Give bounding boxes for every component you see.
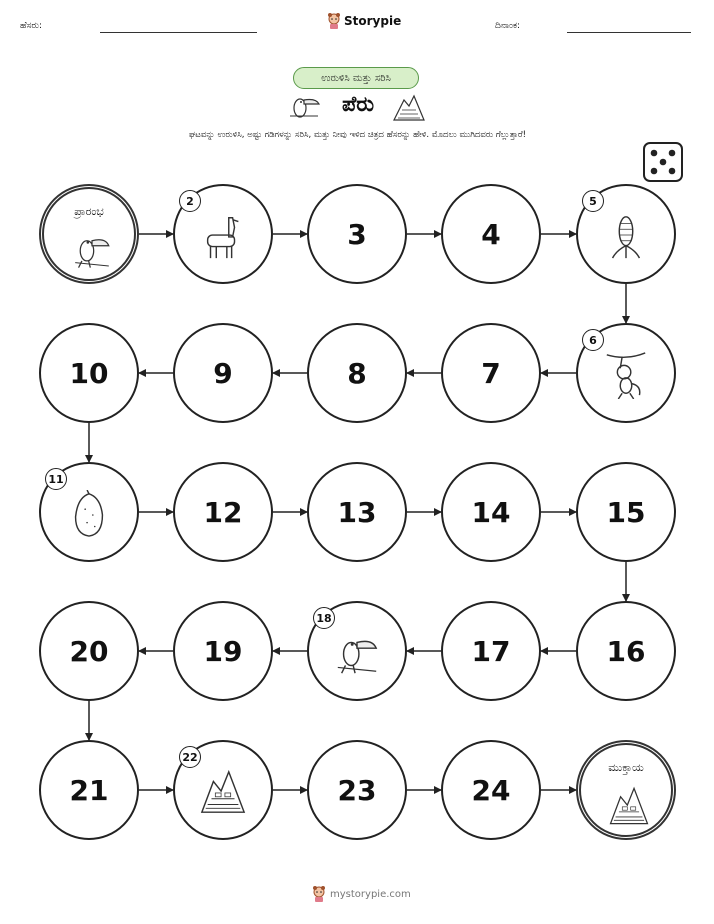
board-space-25 bbox=[576, 740, 676, 840]
board-space-9 bbox=[173, 323, 273, 423]
space-number: 16 bbox=[606, 634, 646, 668]
board-space-17 bbox=[441, 601, 541, 701]
space-number: 23 bbox=[337, 773, 377, 807]
board-space-16 bbox=[576, 601, 676, 701]
space-number: 3 bbox=[347, 217, 367, 251]
board-space-2 bbox=[173, 184, 273, 284]
space-number: 19 bbox=[203, 634, 243, 668]
space-number-badge: 5 bbox=[582, 190, 604, 212]
board-space-12 bbox=[173, 462, 273, 562]
space-number: 10 bbox=[69, 356, 109, 390]
space-number-badge: 2 bbox=[179, 190, 201, 212]
board-space-7 bbox=[441, 323, 541, 423]
instructions: ಘಟವನ್ನು ಉರುಳಿಸಿ, ಅಷ್ಟು ಗಡಿಗಳನ್ನು ಸರಿಸಿ, ಮತ್ತು ನೀವು ಇಳಿದ ಚಿತ್ರದ ಹೆಸರನ್ನು ಹೇಳಿ. ಮೊದಲು ಮುಗಿದವರು ಗೆಲ್ಲುತ್ತಾರೆ! bbox=[188, 130, 527, 140]
space-number: 14 bbox=[471, 495, 511, 529]
machu-picchu-icon bbox=[199, 768, 247, 816]
board-space-1 bbox=[39, 184, 139, 284]
start-label: ಪ್ರಾರಂಭ bbox=[74, 205, 104, 218]
board-space-10 bbox=[39, 323, 139, 423]
space-number: 12 bbox=[203, 495, 243, 529]
footer bbox=[312, 886, 411, 902]
space-number: 4 bbox=[481, 217, 501, 251]
machu-picchu-icon bbox=[608, 785, 650, 827]
guava-icon bbox=[65, 490, 113, 538]
board-space-11 bbox=[39, 462, 139, 562]
monkey-icon bbox=[602, 351, 650, 399]
space-number: 17 bbox=[471, 634, 511, 668]
board-space-14 bbox=[441, 462, 541, 562]
storypie-mascot-icon bbox=[312, 886, 326, 902]
space-number: 24 bbox=[471, 773, 511, 807]
board-space-6 bbox=[576, 323, 676, 423]
page-title: ಪೆರು bbox=[341, 92, 375, 116]
board-space-23 bbox=[307, 740, 407, 840]
date-label: ದಿನಾಂಕ: bbox=[495, 21, 521, 31]
board-space-19 bbox=[173, 601, 273, 701]
board-space-24 bbox=[441, 740, 541, 840]
subtitle-pill: ಉರುಳಿಸಿ ಮತ್ತು ಸರಿಸಿ bbox=[293, 67, 419, 89]
space-number: 7 bbox=[481, 356, 501, 390]
toucan-icon bbox=[333, 629, 381, 677]
board-space-13 bbox=[307, 462, 407, 562]
board-space-18 bbox=[307, 601, 407, 701]
space-number-badge: 22 bbox=[179, 746, 201, 768]
board-space-15 bbox=[576, 462, 676, 562]
corn-icon bbox=[602, 212, 650, 260]
space-number: 8 bbox=[347, 356, 367, 390]
space-number: 15 bbox=[606, 495, 646, 529]
board-space-5 bbox=[576, 184, 676, 284]
space-number: 21 bbox=[69, 773, 109, 807]
name-label: ಹೆಸರು: bbox=[20, 21, 43, 31]
space-number: 20 bbox=[69, 634, 109, 668]
finish-label: ಮುಕ್ತಾಯ bbox=[608, 761, 644, 774]
space-number: 9 bbox=[213, 356, 233, 390]
board-space-3 bbox=[307, 184, 407, 284]
brand-name: Storypie bbox=[344, 14, 402, 28]
board-space-8 bbox=[307, 323, 407, 423]
llama-icon bbox=[199, 212, 247, 260]
space-number-badge: 18 bbox=[313, 607, 335, 629]
board-space-4 bbox=[441, 184, 541, 284]
footer-url: mystorypie.com bbox=[330, 888, 411, 900]
board-space-20 bbox=[39, 601, 139, 701]
board-space-21 bbox=[39, 740, 139, 840]
space-number-badge: 11 bbox=[45, 468, 67, 490]
space-number: 13 bbox=[337, 495, 377, 529]
space-number-badge: 6 bbox=[582, 329, 604, 351]
toucan-icon bbox=[71, 229, 113, 271]
board-space-22 bbox=[173, 740, 273, 840]
